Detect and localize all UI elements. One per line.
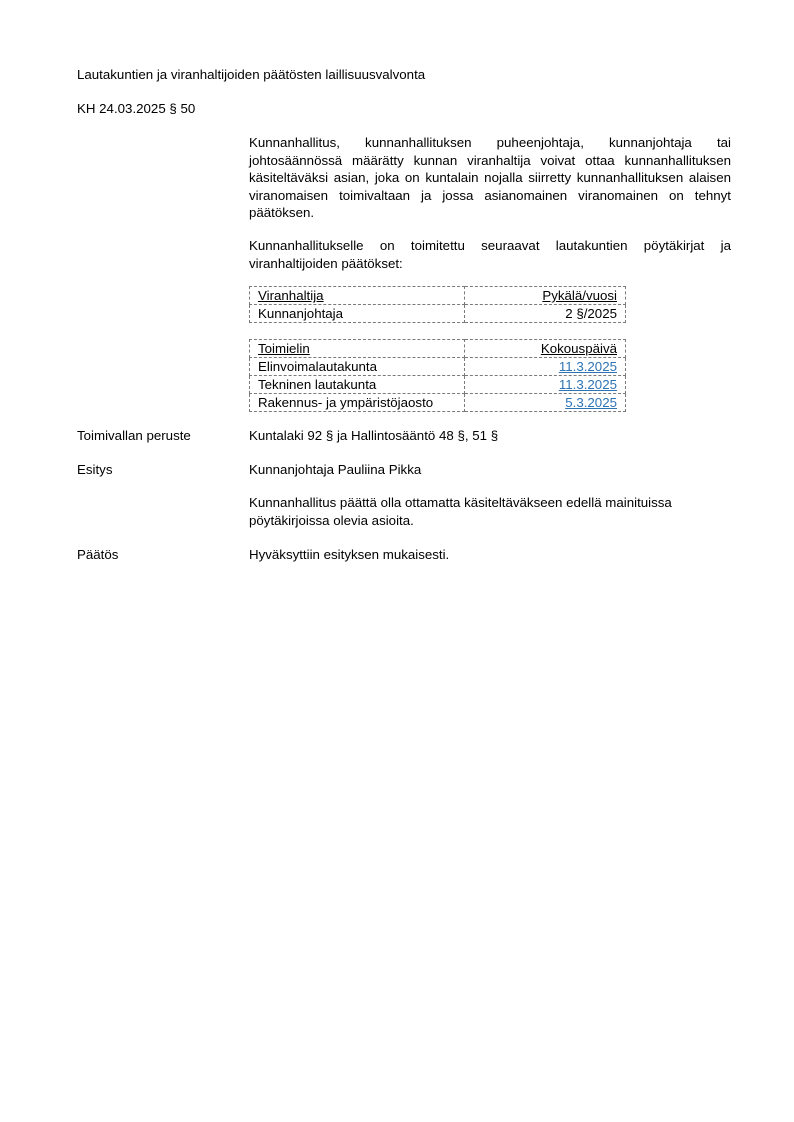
table-row [250, 376, 626, 394]
proposal-presenter: Kunnanjohtaja Pauliina Pikka [249, 462, 422, 477]
document-heading: Lautakuntien ja viranhaltijoiden päätösten laillisuusvalvonta [77, 67, 426, 82]
meeting-date-link[interactable]: 11.3.2025 [558, 359, 617, 374]
decision-label: Päätös [77, 547, 119, 562]
table-row [250, 305, 626, 323]
tables-intro-paragraph: Kunnanhallitukselle on toimitettu seuraavat lautakuntien pöytäkirjat ja viranhaltijoiden päätökset: [249, 238, 731, 271]
table-cell: Kunnanjohtaja [250, 305, 465, 323]
table-cell: Elinvoimalautakunta [250, 358, 465, 376]
intro-paragraph: Kunnanhallitus, kunnanhallituksen puheenjohtaja, kunnanjohtaja tai johtosäännössä määrätty kunnan viranhaltija voivat ottaa kunnanhallituksen käsiteltäväksi asian, joka on kuntalain nojalla siirretty kunnanhallituksen alaisen viranomaisen toimivaltaan ja jossa asianomainen viranomainen on tehnyt päätöksen. [249, 135, 731, 220]
authority-label: Toimivallan peruste [77, 428, 191, 443]
table-header-cell: Viranhaltija [250, 287, 465, 305]
table-cell [465, 358, 626, 376]
table-header-row [250, 287, 626, 305]
proposal-label: Esitys [77, 462, 113, 477]
table-header-row [250, 340, 626, 358]
table-row [250, 394, 626, 412]
authority-text: Kuntalaki 92 § ja Hallintosääntö 48 §, 51 § [249, 428, 499, 443]
table-cell: 2 §/2025 [465, 305, 626, 323]
table-cell [465, 376, 626, 394]
meeting-reference: KH 24.03.2025 § 50 [77, 101, 196, 116]
table-cell: Tekninen lautakunta [250, 376, 465, 394]
table-row [250, 358, 626, 376]
meeting-date-link[interactable]: 11.3.2025 [558, 377, 617, 392]
table-header-cell: Kokouspäivä [465, 340, 626, 358]
proposal-text: Kunnanhallitus päättä olla ottamatta käsiteltäväkseen edellä mainituissa pöytäkirjoissa olevia asioita. [249, 495, 672, 528]
meeting-date-link[interactable]: 5.3.2025 [565, 395, 617, 410]
officials-decisions-table [249, 286, 626, 323]
table-cell: Rakennus- ja ympäristöjaosto [250, 394, 465, 412]
table-header-cell: Toimielin [250, 340, 465, 358]
committee-minutes-table [249, 339, 626, 412]
decision-text: Hyväksyttiin esityksen mukaisesti. [249, 547, 450, 562]
table-cell [465, 394, 626, 412]
table-header-cell: Pykälä/vuosi [465, 287, 626, 305]
